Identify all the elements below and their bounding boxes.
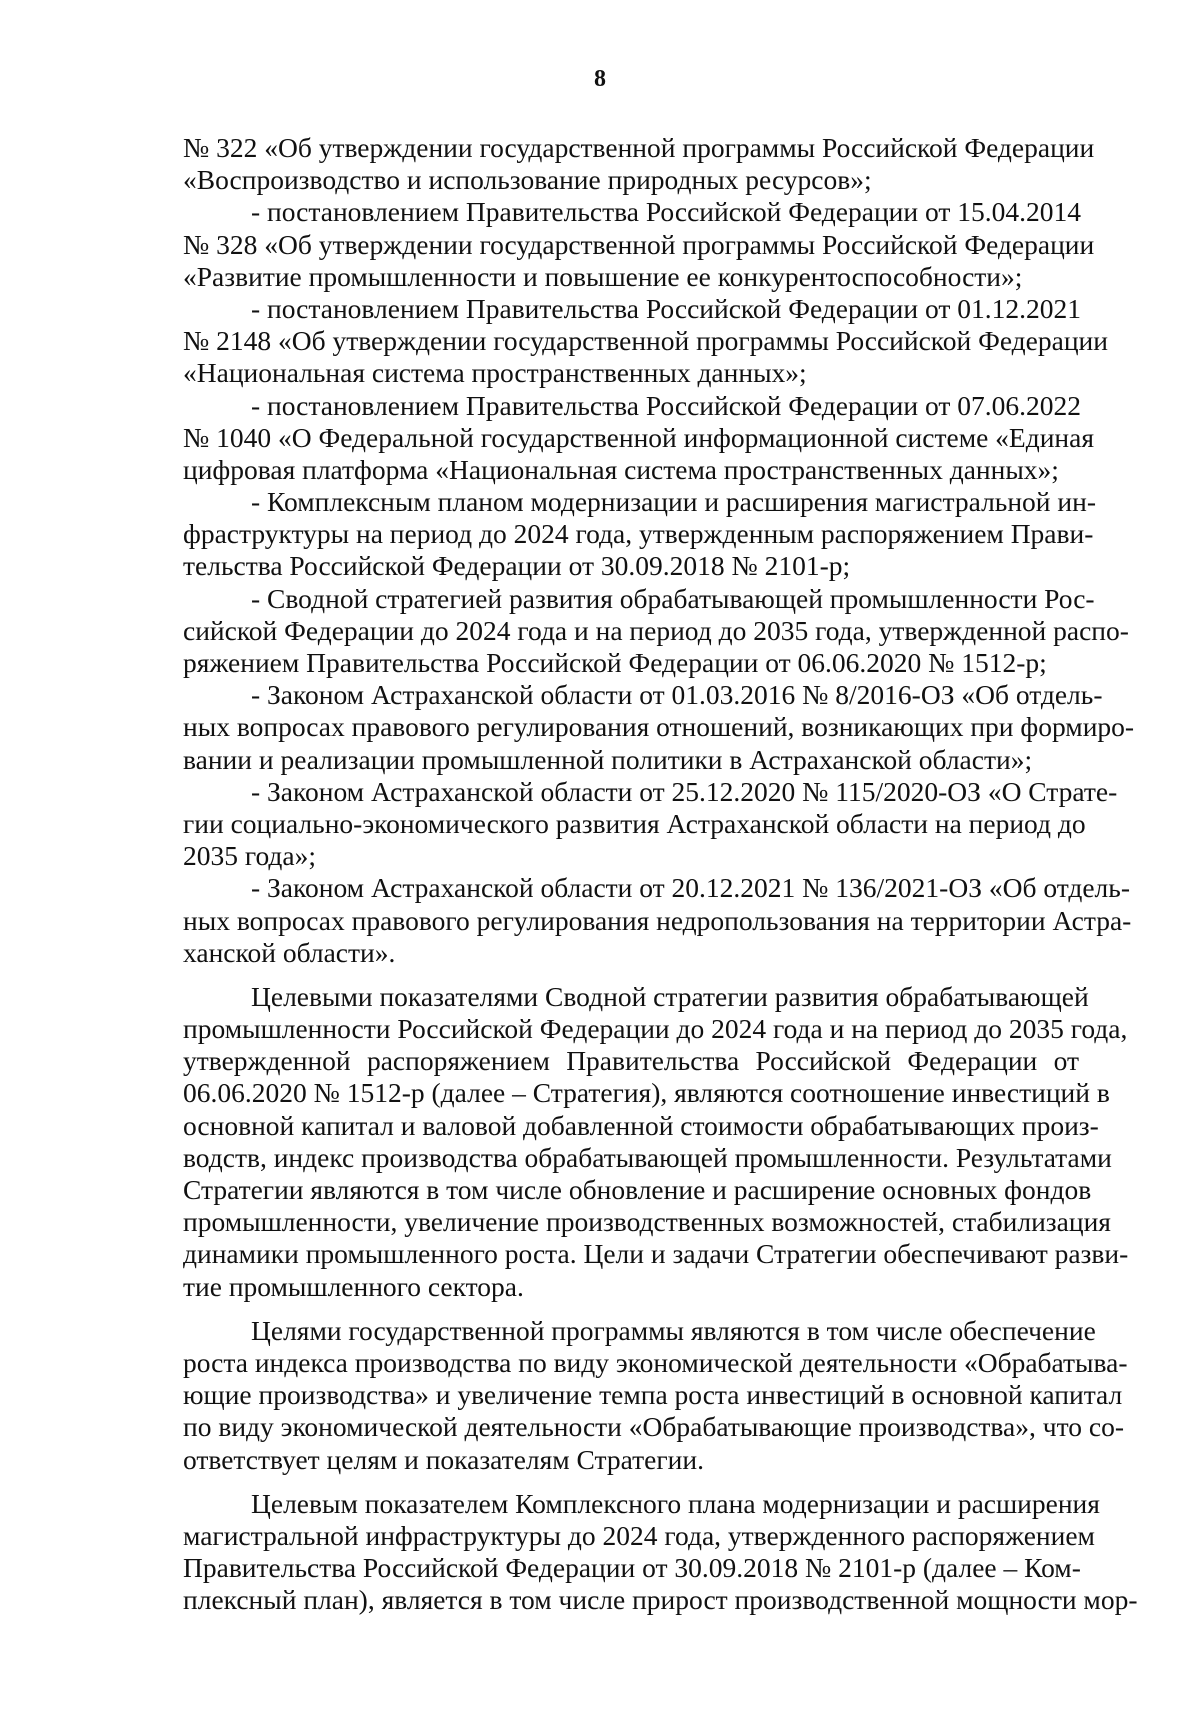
text-line: вании и реализации промышленной политики в Астраханской области»;	[183, 743, 1033, 775]
paragraph	[183, 1487, 1138, 1617]
text-line: «Национальная система пространственных данных»;	[183, 357, 807, 389]
document-body	[183, 132, 1138, 1616]
text-line: сийской Федерации до 2024 года и на период до 2035 года, утвержденной распо-	[183, 614, 1129, 646]
paragraph	[183, 872, 1132, 969]
text-line: динамики промышленного роста. Цели и задачи Стратегии обеспечивают разви-	[183, 1238, 1129, 1270]
text-line: ряжением Правительства Российской Федерации от 06.06.2020 № 1512-р;	[183, 647, 1047, 678]
text-line: утвержденной распоряжением Правительства Российской Федерации от	[183, 1045, 1079, 1077]
paragraph-gap	[183, 1476, 1079, 1488]
paragraph	[183, 132, 1095, 196]
text-line: Целевым показателем Комплексного плана модернизации и расширения	[251, 1487, 1100, 1519]
text-line: - постановлением Правительства Российской Федерации от 15.04.2014	[251, 196, 1081, 228]
text-line: ных вопросах правового регулирования недропользования на территории Астра-	[183, 904, 1132, 936]
text-line: ных вопросах правового регулирования отношений, возникающих при формиро-	[183, 711, 1135, 743]
page-number: 8	[594, 66, 606, 92]
paragraph-gap	[183, 969, 1079, 981]
paragraph	[183, 1314, 1128, 1476]
paragraph	[183, 486, 1096, 583]
text-line: - постановлением Правительства Российской Федерации от 01.12.2021	[251, 292, 1081, 324]
paragraph	[183, 196, 1095, 293]
text-line: «Развитие промышленности и повышение ее конкурентоспособности»;	[183, 260, 1023, 292]
text-line: Правительства Российской Федерации от 30.09.2018 № 2101-р (далее – Ком-	[183, 1552, 1081, 1584]
paragraph	[183, 775, 1118, 873]
text-line: Целями государственной программы являются в том числе обеспечение	[251, 1314, 1096, 1346]
paragraph	[183, 292, 1108, 390]
text-line: № 322 «Об утверждении государственной программы Российской Федерации	[183, 132, 1095, 163]
text-line: роста индекса производства по виду экономической деятельности «Обрабатыва-	[183, 1346, 1128, 1378]
paragraph-gap	[183, 1303, 1079, 1315]
text-line: промышленности, увеличение производственных возможностей, стабилизация	[183, 1206, 1111, 1238]
text-line: тие промышленного сектора.	[183, 1270, 524, 1302]
text-line: по виду экономической деятельности «Обрабатывающие производства», что со-	[183, 1411, 1124, 1443]
paragraph	[183, 679, 1135, 776]
text-line: № 328 «Об утверждении государственной программы Российской Федерации	[183, 228, 1095, 260]
text-line: 2035 года»;	[183, 840, 317, 872]
text-line: ответствует целям и показателям Стратегии.	[183, 1443, 704, 1475]
text-line: водств, индекс производства обрабатывающей промышленности. Результатами	[183, 1141, 1112, 1173]
paragraph	[183, 980, 1129, 1303]
text-line: Целевыми показателями Сводной стратегии развития обрабатывающей	[251, 980, 1089, 1012]
text-line: «Воспроизводство и использование природных ресурсов»;	[183, 164, 872, 196]
text-line: ющие производства» и увеличение темпа роста инвестиций в основной капитал	[183, 1379, 1123, 1411]
text-line: фраструктуры на период до 2024 года, утвержденным распоряжением Прави-	[183, 518, 1094, 550]
text-line: - Законом Астраханской области от 25.12.2020 № 115/2020-ОЗ «О Страте-	[251, 775, 1118, 807]
text-line: № 2148 «Об утверждении государственной программы Российской Федерации	[183, 325, 1108, 357]
text-line: плексный план), является в том числе прирост производственной мощности мор-	[183, 1584, 1138, 1616]
text-line: ханской области».	[183, 936, 396, 968]
text-line: гии социально-экономического развития Астраханской области на период до	[183, 807, 1086, 839]
text-line: № 1040 «О Федеральной государственной информационной системе «Единая	[183, 421, 1095, 453]
text-line: магистральной инфраструктуры до 2024 года, утвержденного распоряжением	[183, 1519, 1095, 1551]
paragraph	[183, 582, 1129, 680]
text-line: - Сводной стратегией развития обрабатывающей промышленности Рос-	[251, 582, 1095, 614]
text-line: тельства Российской Федерации от 30.09.2018 № 2101-р;	[183, 550, 851, 582]
text-line: промышленности Российской Федерации до 2024 года и на период до 2035 года,	[183, 1013, 1128, 1045]
text-line: - Комплексным планом модернизации и расширения магистральной ин-	[251, 486, 1096, 518]
text-line: основной капитал и валовой добавленной стоимости обрабатывающих произ-	[183, 1109, 1099, 1141]
text-line: - постановлением Правительства Российской Федерации от 07.06.2022	[251, 389, 1081, 421]
text-line: - Законом Астраханской области от 01.03.2016 № 8/2016-ОЗ «Об отдель-	[251, 679, 1103, 711]
text-line: - Законом Астраханской области от 20.12.2021 № 136/2021-ОЗ «Об отдель-	[251, 872, 1130, 904]
paragraph	[183, 389, 1095, 487]
text-line: Стратегии являются в том числе обновление и расширение основных фондов	[183, 1174, 1092, 1205]
text-line: цифровая платформа «Национальная система пространственных данных»;	[183, 453, 1059, 485]
text-line: 06.06.2020 № 1512-р (далее – Стратегия), являются соотношение инвестиций в	[183, 1077, 1110, 1109]
